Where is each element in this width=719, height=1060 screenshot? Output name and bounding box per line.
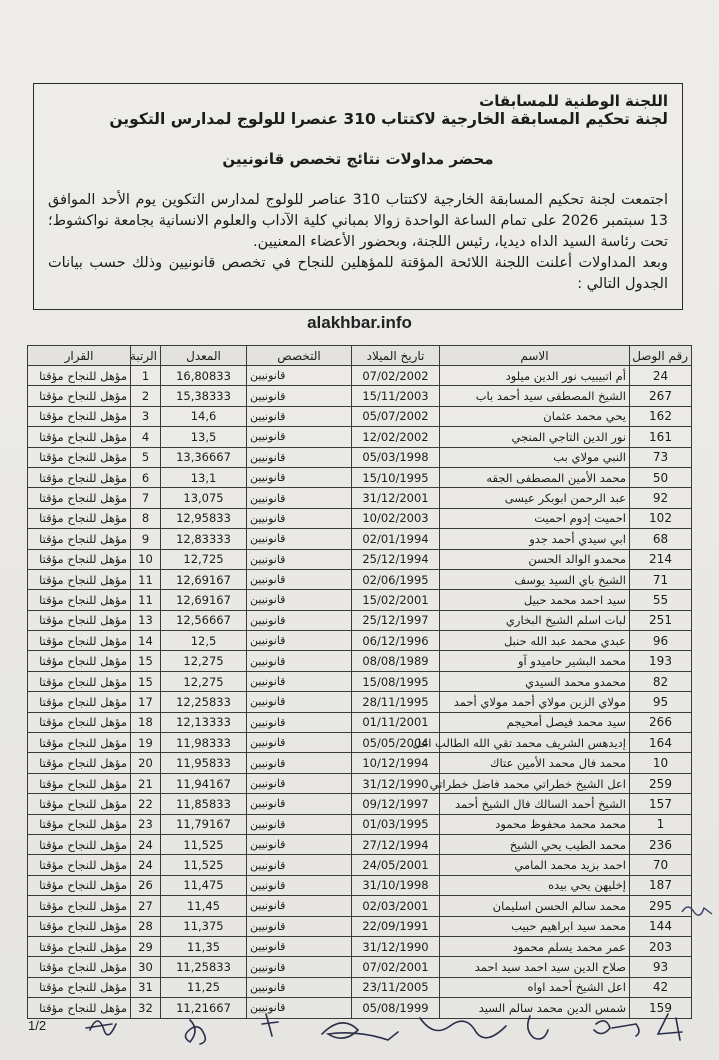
table-row (28, 651, 692, 671)
page-number: 1/2 (28, 1018, 47, 1033)
col-header-avg: المعدل (161, 346, 247, 366)
cell-decision: مؤهل للنجاح مؤقتا (28, 834, 131, 854)
cell-specialty: قانونيين (247, 447, 352, 467)
cell-rank: 13 (131, 610, 161, 630)
signature-4 (322, 1023, 398, 1040)
cell-name: محمد الأمين المصطفى الجقه (440, 467, 630, 487)
cell-receipt-number: 161 (630, 427, 692, 447)
cell-name: محمدو الوالد الحسن (440, 549, 630, 569)
cell-decision: مؤهل للنجاح مؤقتا (28, 712, 131, 732)
cell-birth-date: 25/12/1997 (352, 610, 440, 630)
cell-rank: 18 (131, 712, 161, 732)
cell-name: إخليهن يحي بيده (440, 875, 630, 895)
cell-receipt-number: 1 (630, 814, 692, 834)
cell-receipt-number: 159 (630, 998, 692, 1018)
document-title: محضر مداولات نتائج تخصص قانونيين (222, 150, 494, 168)
cell-rank: 1 (131, 366, 161, 386)
cell-specialty: قانونيين (247, 651, 352, 671)
cell-specialty: قانونيين (247, 916, 352, 936)
cell-specialty: قانونيين (247, 386, 352, 406)
cell-decision: مؤهل للنجاح مؤقتا (28, 733, 131, 753)
cell-rank: 29 (131, 936, 161, 956)
table-row (28, 488, 692, 508)
cell-name: محمد فال محمد الأمين عتاك (440, 753, 630, 773)
cell-rank: 15 (131, 671, 161, 691)
cell-birth-date: 01/03/1995 (352, 814, 440, 834)
cell-average: 15,38333 (161, 386, 247, 406)
cell-specialty: قانونيين (247, 631, 352, 651)
table-row (28, 569, 692, 589)
cell-name: محمد البشير حاميدو آو (440, 651, 630, 671)
cell-birth-date: 31/12/2001 (352, 488, 440, 508)
cell-rank: 26 (131, 875, 161, 895)
table-row (28, 794, 692, 814)
cell-decision: مؤهل للنجاح مؤقتا (28, 610, 131, 630)
cell-specialty: قانونيين (247, 957, 352, 977)
table-row (28, 610, 692, 630)
cell-birth-date: 25/12/1994 (352, 549, 440, 569)
cell-decision: مؤهل للنجاح مؤقتا (28, 467, 131, 487)
cell-birth-date: 05/08/1999 (352, 998, 440, 1018)
margin-initials (678, 898, 716, 922)
table-row (28, 936, 692, 956)
cell-name: الشيخ المصطفى سيد أحمد باب (440, 386, 630, 406)
cell-receipt-number: 82 (630, 671, 692, 691)
cell-rank: 23 (131, 814, 161, 834)
col-header-spec: التخصص (247, 346, 352, 366)
jury-title: لجنة تحكيم المسابقة الخارجية لاكتتاب 310 عنصرا للولوج لمدارس التكوين (109, 110, 668, 128)
cell-average: 11,525 (161, 855, 247, 875)
cell-birth-date: 10/12/1994 (352, 753, 440, 773)
cell-decision: مؤهل للنجاح مؤقتا (28, 447, 131, 467)
cell-specialty: قانونيين (247, 569, 352, 589)
cell-name: محمد سيد ابراهيم حبيب (440, 916, 630, 936)
cell-birth-date: 09/12/1997 (352, 794, 440, 814)
cell-specialty: قانونيين (247, 936, 352, 956)
table-row (28, 467, 692, 487)
cell-receipt-number: 295 (630, 896, 692, 916)
cell-decision: مؤهل للنجاح مؤقتا (28, 488, 131, 508)
col-header-name: الاسم (440, 346, 630, 366)
cell-rank: 8 (131, 508, 161, 528)
cell-average: 11,79167 (161, 814, 247, 834)
cell-specialty: قانونيين (247, 875, 352, 895)
cell-birth-date: 05/03/1998 (352, 447, 440, 467)
cell-rank: 15 (131, 651, 161, 671)
cell-name: عبدي محمد عبد الله حنبل (440, 631, 630, 651)
cell-receipt-number: 187 (630, 875, 692, 895)
cell-rank: 30 (131, 957, 161, 977)
cell-birth-date: 27/12/1994 (352, 834, 440, 854)
cell-name: مولاي الزين مولاي أحمد مولاي أحمد (440, 692, 630, 712)
table-row (28, 590, 692, 610)
cell-rank: 28 (131, 916, 161, 936)
cell-specialty: قانونيين (247, 998, 352, 1018)
col-header-id: رقم الوصل (630, 346, 692, 366)
cell-name: محمد الطيب يحي الشيخ (440, 834, 630, 854)
cell-name: شمس الدين محمد سالم السيد (440, 998, 630, 1018)
cell-decision: مؤهل للنجاح مؤقتا (28, 386, 131, 406)
signature-1 (86, 1021, 116, 1035)
cell-name: احميت إدوم احميت (440, 508, 630, 528)
cell-decision: مؤهل للنجاح مؤقتا (28, 529, 131, 549)
cell-birth-date: 02/06/1995 (352, 569, 440, 589)
signatures (0, 1000, 719, 1060)
cell-rank: 2 (131, 386, 161, 406)
signature-8 (658, 1014, 682, 1040)
cell-birth-date: 12/02/2002 (352, 427, 440, 447)
table-row (28, 896, 692, 916)
cell-decision: مؤهل للنجاح مؤقتا (28, 998, 131, 1018)
cell-birth-date: 24/05/2001 (352, 855, 440, 875)
cell-average: 12,725 (161, 549, 247, 569)
cell-specialty: قانونيين (247, 549, 352, 569)
cell-receipt-number: 157 (630, 794, 692, 814)
cell-average: 11,525 (161, 834, 247, 854)
cell-rank: 17 (131, 692, 161, 712)
cell-decision: مؤهل للنجاح مؤقتا (28, 753, 131, 773)
cell-name: نور الدين التاجي المنجي (440, 427, 630, 447)
cell-receipt-number: 162 (630, 406, 692, 426)
table-row (28, 957, 692, 977)
cell-name: إديدهس الشريف محمد تقي الله الطالب اعل (440, 733, 630, 753)
cell-receipt-number: 267 (630, 386, 692, 406)
minutes-paragraph-2: وبعد المداولات أعلنت اللجنة اللائحة المؤقتة للمؤهلين للنجاح في تخصص قانونيين وذلك حسب بيانات الجدول التالي : (48, 255, 668, 292)
cell-average: 11,35 (161, 936, 247, 956)
cell-name: ابي سيدي أحمد جدو (440, 529, 630, 549)
cell-decision: مؤهل للنجاح مؤقتا (28, 569, 131, 589)
cell-name: الشيخ أحمد السالك فال الشيخ أحمد (440, 794, 630, 814)
cell-name: اعل الشيخ أحمد اواه (440, 977, 630, 997)
cell-average: 11,21667 (161, 998, 247, 1018)
cell-name: محمد محمد محفوظ محمود (440, 814, 630, 834)
cell-average: 11,475 (161, 875, 247, 895)
cell-decision: مؤهل للنجاح مؤقتا (28, 977, 131, 997)
cell-birth-date: 08/08/1989 (352, 651, 440, 671)
table-row (28, 916, 692, 936)
cell-decision: مؤهل للنجاح مؤقتا (28, 590, 131, 610)
table-row (28, 977, 692, 997)
cell-rank: 32 (131, 998, 161, 1018)
table-row (28, 529, 692, 549)
cell-average: 12,13333 (161, 712, 247, 732)
cell-rank: 11 (131, 590, 161, 610)
cell-specialty: قانونيين (247, 773, 352, 793)
cell-average: 12,69167 (161, 590, 247, 610)
cell-name: محمدو محمد السيدي (440, 671, 630, 691)
table-row (28, 712, 692, 732)
table-row (28, 814, 692, 834)
cell-specialty: قانونيين (247, 855, 352, 875)
cell-specialty: قانونيين (247, 427, 352, 447)
cell-specialty: قانونيين (247, 814, 352, 834)
cell-rank: 24 (131, 855, 161, 875)
cell-receipt-number: 24 (630, 366, 692, 386)
table-row (28, 549, 692, 569)
cell-specialty: قانونيين (247, 712, 352, 732)
cell-specialty: قانونيين (247, 977, 352, 997)
cell-name: احمد بزيد محمد المامي (440, 855, 630, 875)
cell-name: النبي مولاي بب (440, 447, 630, 467)
cell-name: اعل الشيخ خطراتي محمد فاضل خطراتي (440, 773, 630, 793)
cell-birth-date: 01/11/2001 (352, 712, 440, 732)
table-row (28, 671, 692, 691)
cell-rank: 10 (131, 549, 161, 569)
cell-birth-date: 31/12/1990 (352, 936, 440, 956)
cell-birth-date: 31/12/1990 (352, 773, 440, 793)
cell-decision: مؤهل للنجاح مؤقتا (28, 957, 131, 977)
cell-receipt-number: 266 (630, 712, 692, 732)
cell-rank: 21 (131, 773, 161, 793)
cell-rank: 6 (131, 467, 161, 487)
cell-receipt-number: 164 (630, 733, 692, 753)
cell-specialty: قانونيين (247, 753, 352, 773)
cell-receipt-number: 55 (630, 590, 692, 610)
cell-receipt-number: 71 (630, 569, 692, 589)
cell-average: 12,25833 (161, 692, 247, 712)
cell-specialty: قانونيين (247, 896, 352, 916)
cell-average: 11,25 (161, 977, 247, 997)
cell-decision: مؤهل للنجاح مؤقتا (28, 916, 131, 936)
cell-name: عبد الرحمن ابوبكر عيسى (440, 488, 630, 508)
cell-decision: مؤهل للنجاح مؤقتا (28, 814, 131, 834)
col-header-dob: تاريخ الميلاد (352, 346, 440, 366)
table-row (28, 386, 692, 406)
cell-specialty: قانونيين (247, 406, 352, 426)
cell-average: 11,25833 (161, 957, 247, 977)
cell-decision: مؤهل للنجاح مؤقتا (28, 508, 131, 528)
cell-receipt-number: 144 (630, 916, 692, 936)
cell-decision: مؤهل للنجاح مؤقتا (28, 896, 131, 916)
cell-name: الشيخ باي السيد يوسف (440, 569, 630, 589)
cell-receipt-number: 68 (630, 529, 692, 549)
table-row (28, 692, 692, 712)
table-row (28, 773, 692, 793)
cell-receipt-number: 251 (630, 610, 692, 630)
cell-average: 13,1 (161, 467, 247, 487)
cell-average: 12,95833 (161, 508, 247, 528)
cell-rank: 19 (131, 733, 161, 753)
cell-receipt-number: 236 (630, 834, 692, 854)
table-row (28, 753, 692, 773)
cell-specialty: قانونيين (247, 590, 352, 610)
cell-decision: مؤهل للنجاح مؤقتا (28, 406, 131, 426)
cell-average: 12,275 (161, 671, 247, 691)
signature-6 (528, 1016, 548, 1039)
cell-birth-date: 07/02/2001 (352, 957, 440, 977)
cell-receipt-number: 193 (630, 651, 692, 671)
cell-average: 11,98333 (161, 733, 247, 753)
cell-receipt-number: 96 (630, 631, 692, 651)
cell-receipt-number: 73 (630, 447, 692, 467)
header-box (33, 83, 683, 310)
cell-decision: مؤهل للنجاح مؤقتا (28, 366, 131, 386)
cell-rank: 4 (131, 427, 161, 447)
cell-average: 11,95833 (161, 753, 247, 773)
cell-receipt-number: 203 (630, 936, 692, 956)
cell-receipt-number: 42 (630, 977, 692, 997)
cell-decision: مؤهل للنجاح مؤقتا (28, 855, 131, 875)
table-row (28, 631, 692, 651)
cell-decision: مؤهل للنجاح مؤقتا (28, 651, 131, 671)
cell-decision: مؤهل للنجاح مؤقتا (28, 773, 131, 793)
cell-average: 13,5 (161, 427, 247, 447)
cell-receipt-number: 92 (630, 488, 692, 508)
site-watermark: alakhbar.info (307, 313, 412, 332)
cell-birth-date: 02/03/2001 (352, 896, 440, 916)
cell-rank: 3 (131, 406, 161, 426)
cell-average: 12,5 (161, 631, 247, 651)
cell-specialty: قانونيين (247, 733, 352, 753)
table-row (28, 406, 692, 426)
cell-specialty: قانونيين (247, 467, 352, 487)
cell-specialty: قانونيين (247, 488, 352, 508)
cell-specialty: قانونيين (247, 671, 352, 691)
signature-5 (420, 1018, 506, 1038)
cell-birth-date: 15/02/2001 (352, 590, 440, 610)
cell-specialty: قانونيين (247, 508, 352, 528)
signature-3 (262, 1014, 278, 1036)
committee-name: اللجنة الوطنية للمسابقات (479, 92, 668, 110)
cell-rank: 20 (131, 753, 161, 773)
table-row (28, 447, 692, 467)
cell-rank: 27 (131, 896, 161, 916)
cell-birth-date: 07/02/2002 (352, 366, 440, 386)
minutes-paragraph-1: اجتمعت لجنة تحكيم المسابقة الخارجية لاكتتاب 310 عناصر للولوج لمدارس التكوين يوم الأحد الموافق 13 سبتمبر 2026 على تمام الساعة الواحدة زوالا بمباني كلية الآداب والعلوم الانسانية بجامعة نواكشوط؛ تحت رئاسة السيد الداه ديديا، رئيس اللجنة، وبحضور الأعضاء المعنيين. (48, 192, 668, 250)
cell-average: 11,85833 (161, 794, 247, 814)
cell-specialty: قانونيين (247, 692, 352, 712)
cell-average: 11,375 (161, 916, 247, 936)
results-table (27, 345, 692, 1019)
cell-name: عمر محمد يسلم محمود (440, 936, 630, 956)
cell-name: سيد محمد فيصل أمحيجم (440, 712, 630, 732)
cell-birth-date: 15/10/1995 (352, 467, 440, 487)
table-row (28, 366, 692, 386)
cell-rank: 11 (131, 569, 161, 589)
cell-name: لبات اسلم الشيخ البخاري (440, 610, 630, 630)
cell-average: 12,69167 (161, 569, 247, 589)
cell-birth-date: 15/11/2003 (352, 386, 440, 406)
cell-decision: مؤهل للنجاح مؤقتا (28, 794, 131, 814)
cell-decision: مؤهل للنجاح مؤقتا (28, 875, 131, 895)
cell-average: 11,45 (161, 896, 247, 916)
table-row (28, 427, 692, 447)
cell-specialty: قانونيين (247, 366, 352, 386)
cell-decision: مؤهل للنجاح مؤقتا (28, 936, 131, 956)
cell-rank: 7 (131, 488, 161, 508)
cell-rank: 9 (131, 529, 161, 549)
cell-birth-date: 05/07/2002 (352, 406, 440, 426)
signature-7 (594, 1021, 639, 1036)
cell-decision: مؤهل للنجاح مؤقتا (28, 549, 131, 569)
cell-birth-date: 22/09/1991 (352, 916, 440, 936)
cell-name: يحي محمد عثمان (440, 406, 630, 426)
cell-specialty: قانونيين (247, 834, 352, 854)
cell-specialty: قانونيين (247, 529, 352, 549)
cell-receipt-number: 214 (630, 549, 692, 569)
col-header-rank: الرتبة (131, 346, 161, 366)
cell-receipt-number: 70 (630, 855, 692, 875)
cell-rank: 24 (131, 834, 161, 854)
cell-name: محمد سالم الحسن اسليمان (440, 896, 630, 916)
cell-birth-date: 15/08/1995 (352, 671, 440, 691)
cell-receipt-number: 259 (630, 773, 692, 793)
cell-decision: مؤهل للنجاح مؤقتا (28, 427, 131, 447)
cell-average: 14,6 (161, 406, 247, 426)
cell-receipt-number: 95 (630, 692, 692, 712)
cell-receipt-number: 10 (630, 753, 692, 773)
col-header-decision: القرار (28, 346, 131, 366)
cell-decision: مؤهل للنجاح مؤقتا (28, 671, 131, 691)
cell-receipt-number: 50 (630, 467, 692, 487)
cell-receipt-number: 93 (630, 957, 692, 977)
cell-average: 11,94167 (161, 773, 247, 793)
cell-specialty: قانونيين (247, 610, 352, 630)
signature-2 (185, 1020, 205, 1044)
cell-birth-date: 31/10/1998 (352, 875, 440, 895)
table-body (28, 366, 692, 1019)
cell-birth-date: 28/11/1995 (352, 692, 440, 712)
cell-receipt-number: 102 (630, 508, 692, 528)
cell-rank: 14 (131, 631, 161, 651)
cell-name: أم اتبيبيب نور الدين ميلود (440, 366, 630, 386)
cell-specialty: قانونيين (247, 794, 352, 814)
cell-rank: 22 (131, 794, 161, 814)
table-row (28, 834, 692, 854)
cell-decision: مؤهل للنجاح مؤقتا (28, 631, 131, 651)
cell-name: سيد احمد محمد حبيل (440, 590, 630, 610)
minutes-text (48, 190, 668, 295)
cell-average: 13,36667 (161, 447, 247, 467)
cell-birth-date: 10/02/2003 (352, 508, 440, 528)
cell-average: 12,275 (161, 651, 247, 671)
table-row (28, 855, 692, 875)
table-row (28, 875, 692, 895)
cell-decision: مؤهل للنجاح مؤقتا (28, 692, 131, 712)
cell-name: صلاح الدين سيد احمد سيد احمد (440, 957, 630, 977)
cell-average: 12,83333 (161, 529, 247, 549)
cell-birth-date: 05/05/2004 (352, 733, 440, 753)
cell-rank: 31 (131, 977, 161, 997)
cell-average: 12,56667 (161, 610, 247, 630)
cell-average: 16,80833 (161, 366, 247, 386)
cell-birth-date: 06/12/1996 (352, 631, 440, 651)
cell-birth-date: 23/11/2005 (352, 977, 440, 997)
cell-average: 13,075 (161, 488, 247, 508)
cell-birth-date: 02/01/1994 (352, 529, 440, 549)
table-row (28, 508, 692, 528)
table-row (28, 733, 692, 753)
table-header-row (28, 346, 692, 366)
cell-rank: 5 (131, 447, 161, 467)
